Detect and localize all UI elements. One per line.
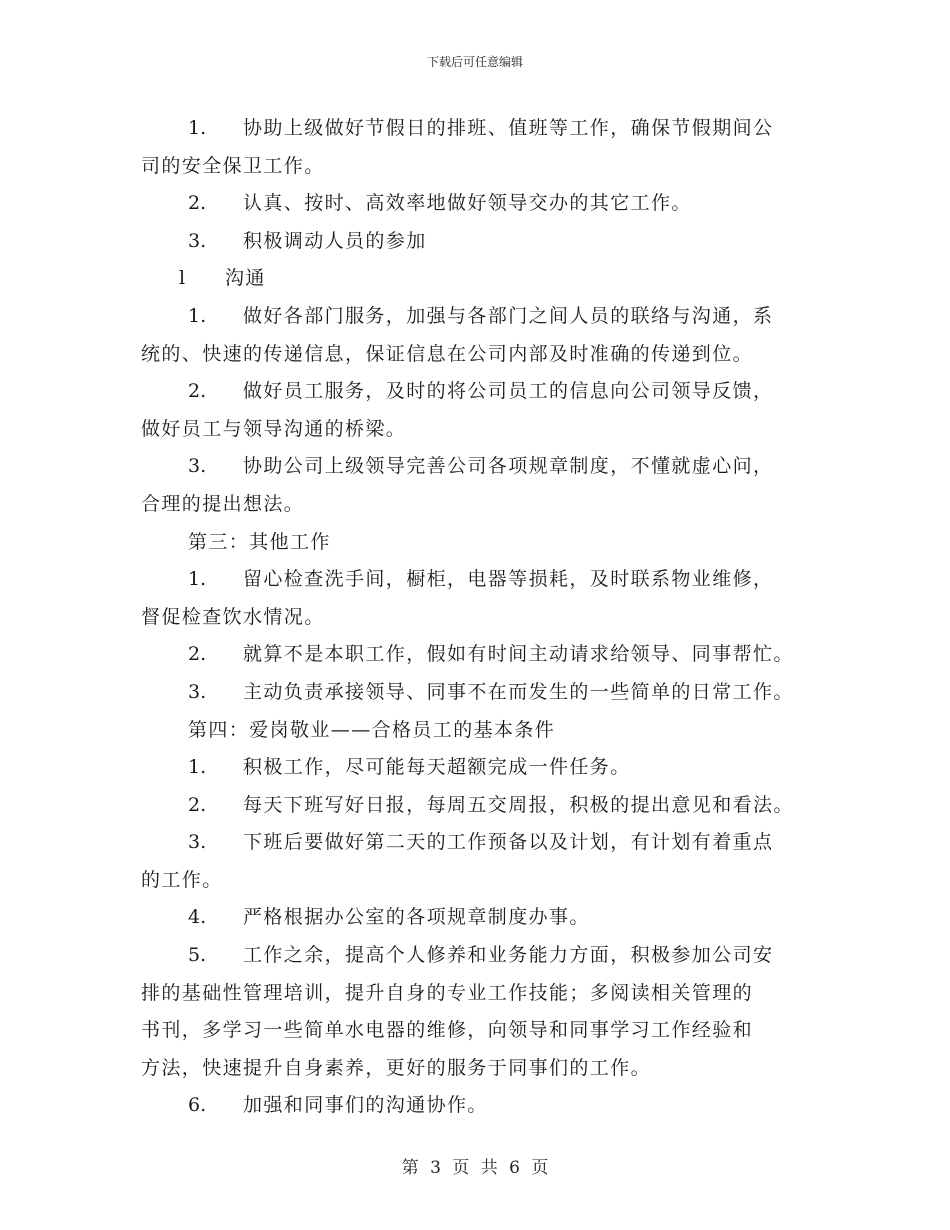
page-footer: 第 3 页 共 6 页 [401, 1158, 549, 1178]
document-body [141, 110, 821, 1125]
item-text: 认真、按时、高效率地做好领导交办的其它工作。 [243, 192, 692, 215]
item-text: 协助公司上级领导完善公司各项规章制度，不懂就虚心问， [243, 455, 774, 478]
item-number: 1. [188, 568, 207, 591]
item-number: 3. [188, 831, 207, 854]
numbered-paragraph [141, 110, 821, 148]
numbered-paragraph [141, 373, 821, 411]
item-number: 2. [188, 643, 207, 666]
numbered-paragraph [141, 561, 821, 599]
section-heading: 第四：爱岗敬业——合格员工的基本条件 [188, 718, 556, 741]
item-text: 积极调动人员的参加 [243, 229, 427, 252]
item-number: 3. [188, 229, 207, 252]
item-text: 加强和同事们的沟通协作。 [243, 1094, 488, 1117]
item-text: 协助上级做好节假日的排班、值班等工作，确保节假期间公 [243, 117, 774, 139]
paragraph-continuation: 督促检查饮水情况。 [141, 605, 325, 628]
paragraph-continuation: 排的基础性管理培训，提升自身的专业工作技能；多阅读相关管理的 [141, 981, 754, 1004]
paragraph-continuation: 做好员工与领导沟通的桥梁。 [141, 417, 407, 440]
section-heading: 第三：其他工作 [188, 530, 331, 553]
item-text: 下班后要做好第二天的工作预备以及计划，有计划有着重点 [243, 831, 774, 854]
paragraph-continuation: 的工作。 [141, 868, 223, 891]
numbered-paragraph [141, 937, 821, 975]
paragraph-continuation: 统的、快速的传递信息，保证信息在公司内部及时准确的传递到位。 [141, 342, 754, 365]
numbered-paragraph [141, 674, 821, 712]
paragraph-continuation: 书刊，多学习一些简单水电器的维修，向领导和同事学习工作经验和 [141, 1019, 754, 1042]
item-text: 沟通 [225, 267, 266, 290]
numbered-paragraph [141, 298, 821, 336]
item-text: 做好员工服务，及时的将公司员工的信息向公司领导反馈， [243, 380, 774, 403]
item-number: 3. [188, 680, 207, 703]
item-number: 4. [188, 906, 207, 929]
item-number: 5. [188, 944, 207, 967]
paragraph-continuation: 方法，快速提升自身素养，更好的服务于同事们的工作。 [141, 1056, 652, 1079]
item-text: 积极工作，尽可能每天超额完成一件任务。 [243, 756, 631, 779]
item-number: 3. [188, 455, 207, 478]
numbered-paragraph [141, 260, 821, 298]
numbered-paragraph [141, 448, 821, 486]
item-text: 留心检查洗手间，橱柜，电器等损耗，及时联系物业维修， [243, 568, 774, 591]
item-number: 1. [188, 117, 207, 139]
numbered-paragraph [141, 223, 821, 261]
item-number: 1. [188, 756, 207, 779]
item-text: 主动负责承接领导、同事不在而发生的一些简单的日常工作。 [243, 680, 794, 703]
numbered-paragraph [141, 787, 821, 825]
numbered-paragraph [141, 636, 821, 674]
item-text: 就算不是本职工作，假如有时间主动请求给领导、同事帮忙。 [243, 643, 794, 666]
paragraph-continuation: 合理的提出想法。 [141, 492, 305, 515]
numbered-paragraph [141, 824, 821, 862]
numbered-paragraph [141, 749, 821, 787]
item-number: 2. [188, 380, 207, 403]
item-number: 6. [188, 1094, 207, 1117]
item-number: 2. [188, 192, 207, 215]
numbered-paragraph [141, 1087, 821, 1125]
item-number: l [179, 267, 186, 290]
item-text: 严格根据办公室的各项规章制度办事。 [243, 906, 590, 929]
numbered-paragraph [141, 899, 821, 937]
paragraph-continuation: 司的安全保卫工作。 [141, 154, 325, 177]
item-text: 工作之余，提高个人修养和业务能力方面，积极参加公司安 [243, 944, 774, 967]
page-header: 下载后可任意编辑 [426, 55, 523, 69]
item-text: 做好各部门服务，加强与各部门之间人员的联络与沟通，系 [243, 304, 774, 327]
numbered-paragraph [141, 185, 821, 223]
item-number: 2. [188, 793, 207, 816]
item-number: 1. [188, 304, 207, 327]
item-text: 每天下班写好日报，每周五交周报，积极的提出意见和看法。 [243, 793, 794, 816]
